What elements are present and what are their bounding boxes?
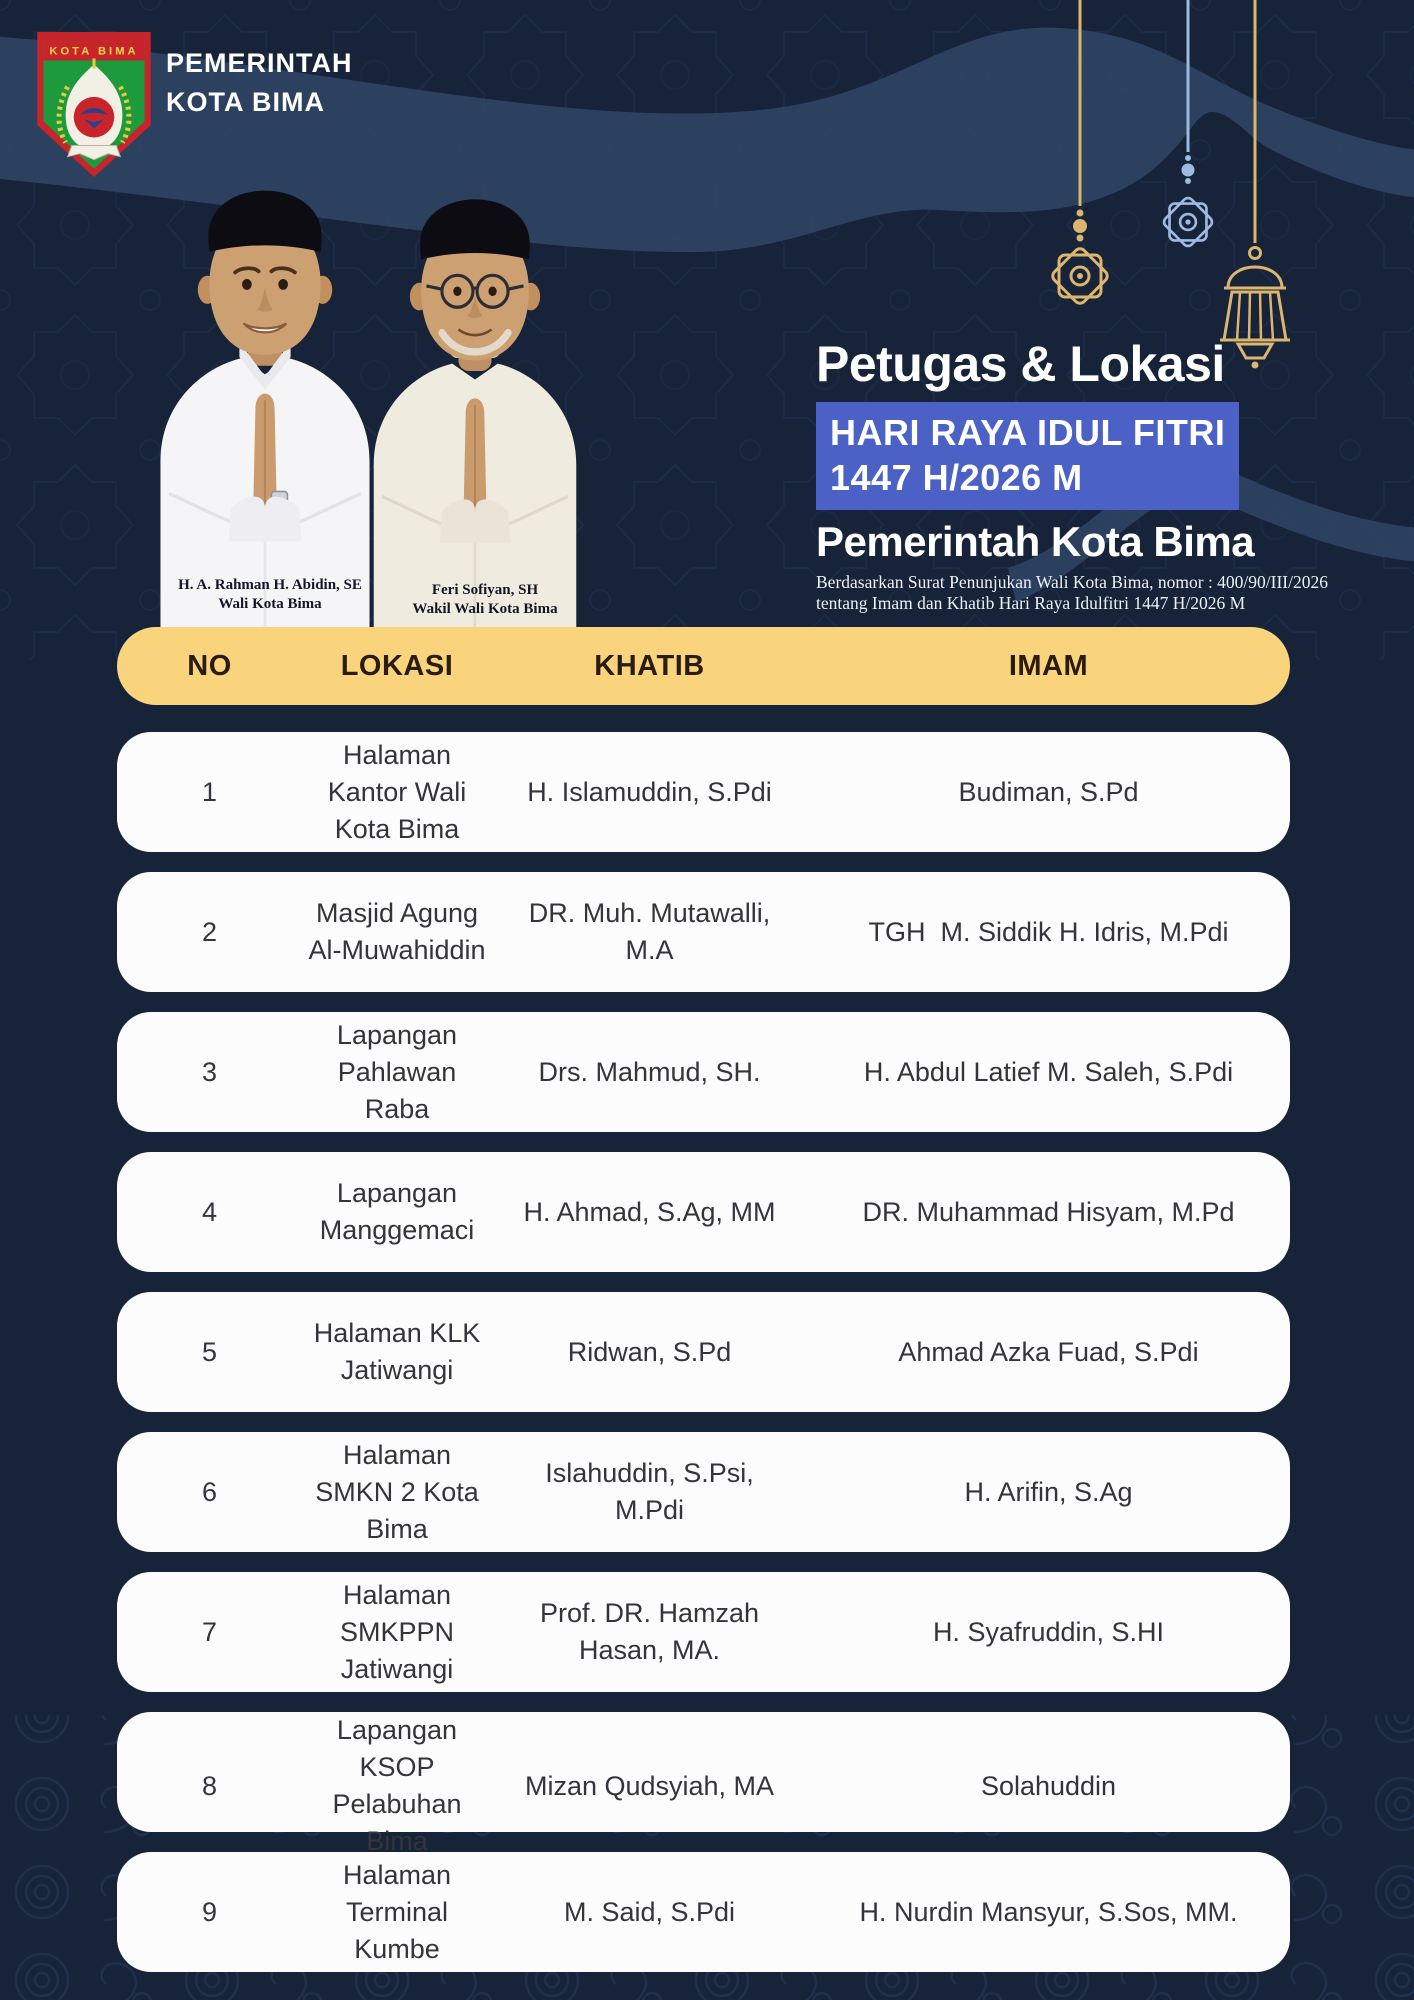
row-khatib-text: M. Said, S.Pdi bbox=[563, 1896, 736, 1927]
row-khatib-text: DR. Muh. Mutawalli, M.A bbox=[528, 898, 778, 965]
row-lokasi bbox=[302, 1712, 492, 1860]
row-number: 2 bbox=[201, 916, 218, 947]
row-lokasi-text: Halaman SMKN 2 Kota Bima bbox=[315, 1439, 487, 1544]
title-block bbox=[816, 336, 1328, 614]
table-rows bbox=[117, 732, 1290, 1992]
kota-bima-logo bbox=[33, 28, 155, 180]
row-imam: Ahmad Azka Fuad, S.Pdi bbox=[898, 1336, 1199, 1367]
row-khatib bbox=[492, 1852, 807, 1972]
row-number: 4 bbox=[201, 1196, 218, 1227]
row-lokasi-text: Halaman Kantor Wali Kota Bima bbox=[327, 739, 474, 844]
header-lokasi: LOKASI bbox=[340, 649, 454, 682]
org-name-line1: PEMERINTAH bbox=[166, 48, 353, 78]
row-khatib bbox=[492, 1712, 807, 1860]
table-row bbox=[117, 1572, 1290, 1692]
row-khatib bbox=[492, 1012, 807, 1132]
row-khatib-text: H. Islamuddin, S.Pdi bbox=[527, 776, 772, 807]
row-lokasi bbox=[302, 872, 492, 992]
row-lokasi bbox=[302, 732, 492, 852]
mayor-name: H. A. Rahman H. Abidin, SE bbox=[178, 577, 362, 593]
header-imam: IMAM bbox=[1008, 649, 1089, 682]
row-lokasi-text: Halaman KLK Jatiwangi bbox=[313, 1318, 488, 1385]
logo-banner-text: KOTA BIMA bbox=[49, 45, 139, 58]
caption-vice-mayor bbox=[355, 581, 615, 619]
row-number: 6 bbox=[201, 1476, 218, 1507]
row-imam: H. Syafruddin, S.HI bbox=[932, 1616, 1165, 1647]
row-khatib bbox=[492, 872, 807, 992]
row-khatib-text: H. Ahmad, S.Ag, MM bbox=[523, 1196, 776, 1227]
row-imam: H. Nurdin Mansyur, S.Sos, MM. bbox=[859, 1896, 1238, 1927]
vice-mayor-name: Feri Sofiyan, SH bbox=[431, 582, 539, 598]
table-row bbox=[117, 1012, 1290, 1132]
row-khatib-text: Prof. DR. Hamzah Hasan, MA. bbox=[539, 1598, 767, 1665]
mayor-title: Wali Kota Bima bbox=[218, 596, 322, 612]
row-imam: H. Abdul Latief M. Saleh, S.Pdi bbox=[863, 1056, 1234, 1087]
row-khatib-text: Drs. Mahmud, SH. bbox=[538, 1056, 761, 1087]
row-khatib bbox=[492, 1432, 807, 1552]
row-lokasi-text: Masjid Agung Al-Muwahiddin bbox=[308, 898, 486, 965]
row-khatib bbox=[492, 1572, 807, 1692]
basis-line2: tentang Imam dan Khatib Hari Raya Idulfitri 1447 H/2026 M bbox=[816, 593, 1246, 613]
row-lokasi bbox=[302, 1292, 492, 1412]
row-imam: DR. Muhammad Hisyam, M.Pd bbox=[862, 1196, 1235, 1227]
table-header bbox=[117, 627, 1290, 705]
row-lokasi bbox=[302, 1572, 492, 1692]
row-khatib-text: Ridwan, S.Pd bbox=[567, 1336, 732, 1367]
vice-mayor-title: Wakil Wali Kota Bima bbox=[412, 601, 558, 617]
org-name bbox=[166, 44, 353, 122]
table-row bbox=[117, 1712, 1290, 1856]
basis-line1: Berdasarkan Surat Penunjukan Wali Kota Bima, nomor : 400/90/III/2026 bbox=[816, 572, 1328, 592]
photo-vice-mayor bbox=[320, 135, 630, 640]
row-lokasi bbox=[302, 1012, 492, 1132]
row-khatib-text: Mizan Qudsyiah, MA bbox=[524, 1770, 775, 1801]
row-imam: Solahuddin bbox=[980, 1770, 1117, 1801]
row-imam: H. Arifin, S.Ag bbox=[964, 1476, 1133, 1507]
row-number: 1 bbox=[201, 776, 218, 807]
page-title: Petugas & Lokasi bbox=[816, 336, 1225, 392]
table-row bbox=[117, 1852, 1290, 1972]
row-lokasi-text: Lapangan KSOP Pelabuhan Bima bbox=[332, 1715, 470, 1856]
title-highlight-box bbox=[816, 402, 1239, 510]
title-subtitle: Pemerintah Kota Bima bbox=[816, 518, 1255, 565]
table-row bbox=[117, 1292, 1290, 1412]
row-number: 5 bbox=[201, 1336, 218, 1367]
row-lokasi bbox=[302, 1852, 492, 1972]
header-khatib: KHATIB bbox=[594, 649, 705, 682]
row-khatib-text: Islahuddin, S.Psi, M.Pdi bbox=[545, 1458, 762, 1525]
row-lokasi-text: Halaman Terminal Kumbe bbox=[342, 1859, 459, 1964]
header-no: NO bbox=[187, 649, 232, 682]
title-highlight-line2: 1447 H/2026 M bbox=[830, 457, 1083, 498]
row-imam: TGH M. Siddik H. Idris, M.Pdi bbox=[868, 916, 1229, 947]
row-lokasi-text: Lapangan Manggemaci bbox=[319, 1178, 475, 1245]
row-khatib bbox=[492, 1152, 807, 1272]
row-lokasi bbox=[302, 1432, 492, 1552]
org-name-line2: KOTA BIMA bbox=[166, 87, 325, 117]
table-row bbox=[117, 1432, 1290, 1552]
row-number: 7 bbox=[201, 1616, 218, 1647]
row-imam: Budiman, S.Pd bbox=[958, 776, 1139, 807]
table-row bbox=[117, 872, 1290, 992]
row-lokasi bbox=[302, 1152, 492, 1272]
title-highlight-line1: HARI RAYA IDUL FITRI bbox=[830, 412, 1226, 453]
table-row bbox=[117, 1152, 1290, 1272]
row-number: 3 bbox=[201, 1056, 218, 1087]
row-number: 8 bbox=[201, 1770, 218, 1801]
table-row bbox=[117, 732, 1290, 852]
row-lokasi-text: Halaman SMKPPN Jatiwangi bbox=[339, 1579, 462, 1684]
row-number: 9 bbox=[201, 1896, 218, 1927]
row-khatib bbox=[492, 1292, 807, 1412]
row-lokasi-text: Lapangan Pahlawan Raba bbox=[336, 1019, 465, 1124]
row-khatib bbox=[492, 732, 807, 852]
